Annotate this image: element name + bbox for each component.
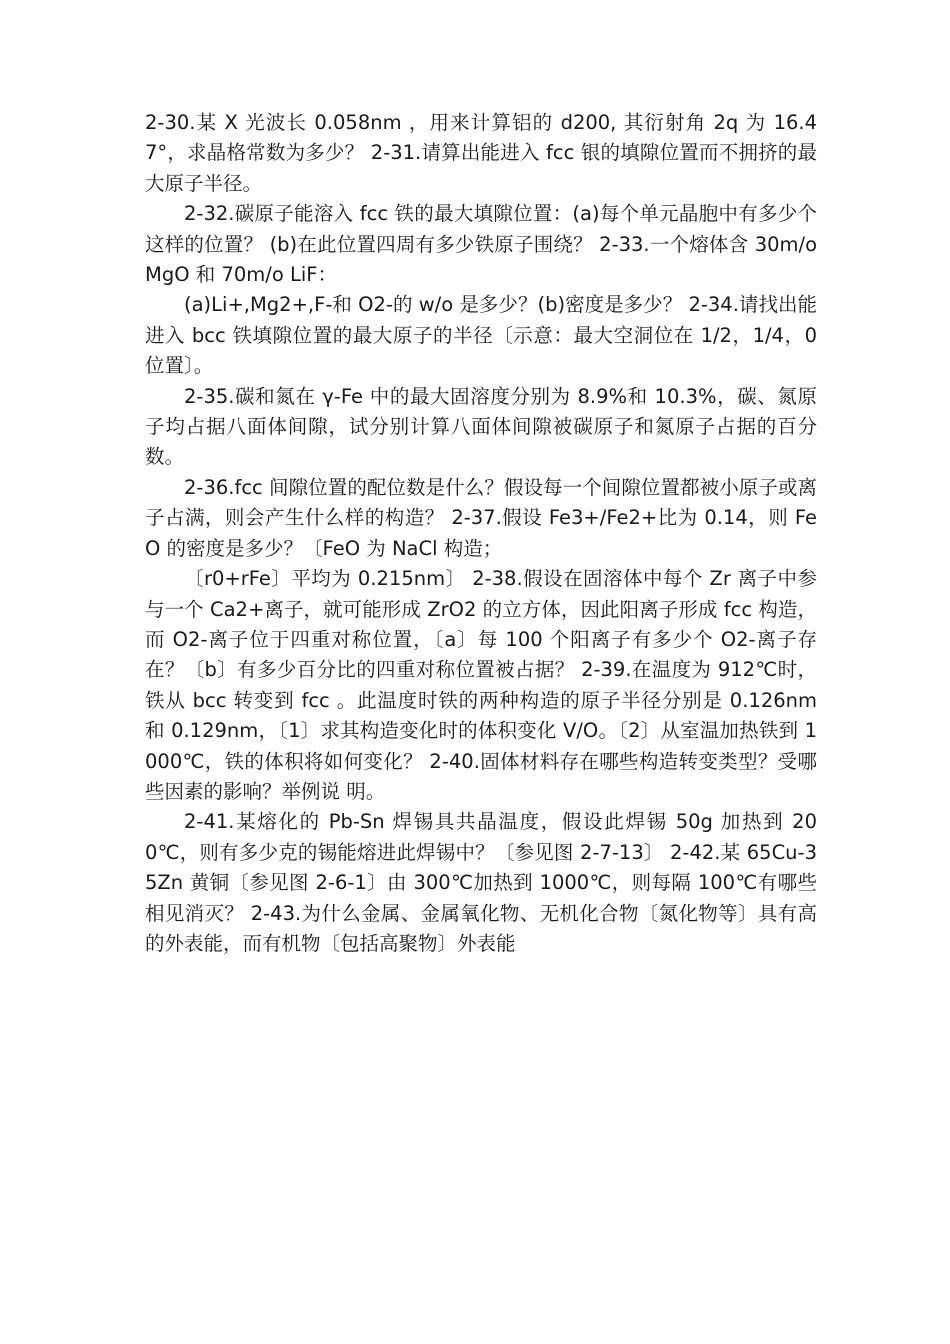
paragraph-2-30: 2-30.某 X 光波长 0.058nm ，用来计算铝的 d200, 其衍射角 2q 为 16.47°，求晶格常数为多少？ 2-31.请算出能进入 fcc 银的填隙位置而不拥挤的最大原子半径。 xyxy=(145,111,817,195)
paragraph-2-37-continued: 〔r0+rFe〕平均为 0.215nm〕 2-38.假设在固溶体中每个 Zr 离子中参与一个 Ca2+离子，就可能形成 ZrO2 的立方体，因此阳离子形成 fcc 构造，而 O2-离子位于四重对称位置，〔a〕每 100 个阳离子有多少个 O2-离子存在？〔b〕有多少百分比的四重对称位置被占据？ 2-39.在温度为 912℃时，铁从 bcc 转变到 fcc 。此温度时铁的两种构造的原子半径分别是 0.126nm 和 0.129nm，〔1〕求其构造变化时的体积变化 V/O。〔2〕从室温加热铁到 1000℃，铁的体积将如何变化？ 2-40.固体材料存在哪些构造转变类型？受哪些因素的影响？举例说 明。 xyxy=(145,567,817,803)
paragraph-2-41: 2-41.某熔化的 Pb-Sn 焊锡具共晶温度，假设此焊锡 50g 加热到 200℃，则有多少克的锡能熔进此焊锡中？〔参见图 2-7-13〕 2-42.某 65Cu-35Zn 黄铜〔参见图 2-6-1〕由 300℃加热到 1000℃，则每隔 100℃有哪些相见消灭？ 2-43.为什么金属、金属氧化物、无机化合物〔氮化物等〕具有高的外表能，而有机物〔包括高聚物〕外表能 xyxy=(145,810,817,955)
paragraph-2-32: 2-32.碳原子能溶入 fcc 铁的最大填隙位置：(a)每个单元晶胞中有多少个这样的位置？ (b)在此位置四周有多少铁原子围绕？ 2-33.一个熔体含 30m/o MgO 和 70m/o LiF： xyxy=(145,202,817,287)
paragraph-2-33-continued: (a)Li+,Mg2+,F-和 O2-的 w/o 是多少？(b)密度是多少？ 2-34.请找出能进入 bcc 铁填隙位置的最大原子的半径〔示意：最大空洞位在 1/2，1/4，0 位置〕。 xyxy=(145,293,817,378)
paragraph-2-36: 2-36.fcc 间隙位置的配位数是什么？假设每一个间隙位置都被小原子或离子占满，则会产生什么样的构造？ 2-37.假设 Fe3+/Fe2+比为 0.14，则 FeO 的密度是多少？〔FeO 为 NaCl 构造； xyxy=(145,475,817,560)
document-body xyxy=(145,108,817,959)
paragraph-2-35: 2-35.碳和氮在 γ-Fe 中的最大固溶度分别为 8.9%和 10.3%，碳、氮原子均占据八面体间隙，试分别计算八面体间隙被碳原子和氮原子占据的百分数。 xyxy=(145,384,817,469)
